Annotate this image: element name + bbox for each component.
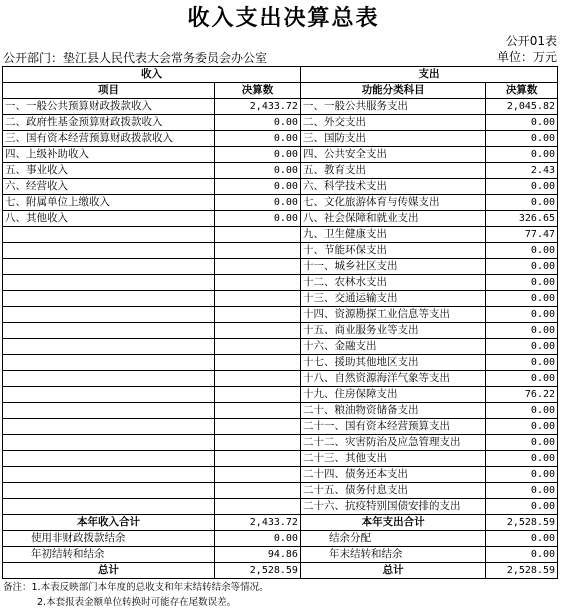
table-row <box>3 435 558 451</box>
table-row <box>3 227 558 243</box>
unit-label: 单位：万元 <box>496 50 557 64</box>
income-item-label: 五、事业收入 <box>3 163 215 179</box>
table-row <box>3 371 558 387</box>
income-item-label <box>3 387 215 403</box>
budget-summary-table <box>2 66 558 579</box>
income-item-value <box>214 291 300 307</box>
income-item-value: 0.00 <box>214 211 300 227</box>
table-row <box>3 259 558 275</box>
summary-row-non-fiscal <box>3 531 558 547</box>
income-item-value <box>214 275 300 291</box>
table-row <box>3 195 558 211</box>
income-item-label <box>3 339 215 355</box>
grand-total-label: 总计 <box>3 563 215 579</box>
expense-item-label: 十九、住房保障支出 <box>300 387 485 403</box>
amount-column-header-2: 决算数 <box>486 83 558 99</box>
expense-item-value: 0.00 <box>486 355 558 371</box>
table-row <box>3 243 558 259</box>
income-item-label <box>3 403 215 419</box>
non-fiscal-value: 0.00 <box>214 531 300 547</box>
income-item-value: 0.00 <box>214 179 300 195</box>
expense-item-label: 二十二、灾害防治及应急管理支出 <box>300 435 485 451</box>
expense-item-label: 十三、交通运输支出 <box>300 291 485 307</box>
expense-item-value: 0.00 <box>486 259 558 275</box>
income-item-label <box>3 307 215 323</box>
expense-total-value: 2,528.59 <box>486 515 558 531</box>
table-row <box>3 147 558 163</box>
table-row <box>3 323 558 339</box>
table-row <box>3 163 558 179</box>
expense-item-value: 0.00 <box>486 339 558 355</box>
notes <box>3 580 269 610</box>
note-line-2: 2.本套报表金额单位转换时可能存在尾数误差。 <box>37 597 237 608</box>
income-item-value <box>214 355 300 371</box>
expense-item-label: 九、卫生健康支出 <box>300 227 485 243</box>
grand-total-expense: 2,528.59 <box>486 563 558 579</box>
income-item-value <box>214 387 300 403</box>
income-item-label: 八、其他收入 <box>3 211 215 227</box>
income-item-label <box>3 275 215 291</box>
expense-item-label: 二十一、国有资本经营预算支出 <box>300 419 485 435</box>
note-line-1: 备注：1.本表反映部门本年度的总收支和年末结转结余等情况。 <box>3 582 269 593</box>
expense-item-label: 十二、农林水支出 <box>300 275 485 291</box>
income-item-label <box>3 371 215 387</box>
income-item-value: 2,433.72 <box>214 99 300 115</box>
expense-item-label: 十四、资源勘探工业信息等支出 <box>300 307 485 323</box>
expense-item-label: 二十五、债务付息支出 <box>300 483 485 499</box>
income-item-label: 七、附属单位上缴收入 <box>3 195 215 211</box>
income-item-label <box>3 243 215 259</box>
expense-item-label: 十、节能环保支出 <box>300 243 485 259</box>
table-row <box>3 403 558 419</box>
summary-row-grand-total <box>3 563 558 579</box>
table-row <box>3 355 558 371</box>
begin-balance-value: 94.86 <box>214 547 300 563</box>
expense-item-value: 0.00 <box>486 179 558 195</box>
table-row <box>3 275 558 291</box>
income-item-label <box>3 355 215 371</box>
income-item-label: 四、上级补助收入 <box>3 147 215 163</box>
expense-item-label: 二、外交支出 <box>300 115 485 131</box>
income-item-label <box>3 483 215 499</box>
income-item-value <box>214 227 300 243</box>
income-item-value: 0.00 <box>214 115 300 131</box>
expense-item-value: 0.00 <box>486 499 558 515</box>
expense-item-value: 0.00 <box>486 307 558 323</box>
expense-item-value: 0.00 <box>486 419 558 435</box>
column-header-row <box>3 83 558 99</box>
income-item-value <box>214 307 300 323</box>
table-row <box>3 115 558 131</box>
income-item-label <box>3 499 215 515</box>
table-row <box>3 211 558 227</box>
income-item-value <box>214 483 300 499</box>
expense-item-value: 0.00 <box>486 467 558 483</box>
income-item-value <box>214 419 300 435</box>
non-fiscal-label: 使用非财政拨款结余 <box>3 531 215 547</box>
item-column-header: 项目 <box>3 83 215 99</box>
income-item-label <box>3 323 215 339</box>
table-row <box>3 291 558 307</box>
amount-column-header: 决算数 <box>214 83 300 99</box>
page-title: 收入支出决算总表 <box>187 6 380 31</box>
expense-item-label: 六、科学技术支出 <box>300 179 485 195</box>
summary-row-balance <box>3 547 558 563</box>
expense-item-value: 2.43 <box>486 163 558 179</box>
expense-item-value: 0.00 <box>486 323 558 339</box>
grand-total-label-2: 总计 <box>300 563 485 579</box>
table-row <box>3 179 558 195</box>
income-item-label: 三、国有资本经营预算财政拨款收入 <box>3 131 215 147</box>
income-item-value <box>214 403 300 419</box>
expense-item-label: 五、教育支出 <box>300 163 485 179</box>
expense-item-value: 0.00 <box>486 371 558 387</box>
income-item-value: 0.00 <box>214 195 300 211</box>
income-item-label <box>3 419 215 435</box>
income-item-value <box>214 499 300 515</box>
expense-item-label: 二十四、债务还本支出 <box>300 467 485 483</box>
summary-row-totals <box>3 515 558 531</box>
table-row <box>3 387 558 403</box>
expense-item-label: 十八、自然资源海洋气象等支出 <box>300 371 485 387</box>
expense-item-value: 76.22 <box>486 387 558 403</box>
table-row <box>3 131 558 147</box>
expense-item-label: 七、文化旅游体育与传媒支出 <box>300 195 485 211</box>
department-label: 公开部门：垫江县人民代表大会常务委员会办公室 <box>3 51 268 65</box>
income-item-value <box>214 435 300 451</box>
expense-item-value: 0.00 <box>486 291 558 307</box>
income-item-value <box>214 451 300 467</box>
income-item-label: 二、政府性基金预算财政拨款收入 <box>3 115 215 131</box>
income-item-label <box>3 435 215 451</box>
table-row <box>3 483 558 499</box>
expense-item-value: 0.00 <box>486 131 558 147</box>
expense-item-label: 二十三、其他支出 <box>300 451 485 467</box>
expense-item-label: 十六、金融支出 <box>300 339 485 355</box>
distribution-value: 0.00 <box>486 531 558 547</box>
expense-item-value: 2,045.82 <box>486 99 558 115</box>
table-row <box>3 419 558 435</box>
expense-item-label: 十五、商业服务业等支出 <box>300 323 485 339</box>
expense-item-value: 77.47 <box>486 227 558 243</box>
income-total-value: 2,433.72 <box>214 515 300 531</box>
function-item-column-header: 功能分类科目 <box>300 83 485 99</box>
income-item-label <box>3 291 215 307</box>
income-item-value: 0.00 <box>214 147 300 163</box>
expense-item-value: 0.00 <box>486 195 558 211</box>
expense-item-label: 一、一般公共服务支出 <box>300 99 485 115</box>
expense-item-value: 0.00 <box>486 403 558 419</box>
expense-total-label: 本年支出合计 <box>300 515 485 531</box>
expense-item-label: 八、社会保障和就业支出 <box>300 211 485 227</box>
income-item-label: 六、经营收入 <box>3 179 215 195</box>
expense-item-label: 十一、城乡社区支出 <box>300 259 485 275</box>
income-item-label <box>3 227 215 243</box>
income-item-label <box>3 259 215 275</box>
income-item-label: 一、一般公共预算财政拨款收入 <box>3 99 215 115</box>
expense-item-value: 0.00 <box>486 243 558 259</box>
expense-section-header: 支出 <box>300 67 557 83</box>
expense-item-value: 0.00 <box>486 435 558 451</box>
table-row <box>3 99 558 115</box>
end-balance-value: 0.00 <box>486 547 558 563</box>
expense-item-value: 326.65 <box>486 211 558 227</box>
expense-item-label: 二十、粮油物资储备支出 <box>300 403 485 419</box>
distribution-label: 结余分配 <box>300 531 485 547</box>
income-item-value <box>214 243 300 259</box>
expense-item-label: 二十六、抗疫特别国债安排的支出 <box>300 499 485 515</box>
expense-item-value: 0.00 <box>486 451 558 467</box>
begin-balance-label: 年初结转和结余 <box>3 547 215 563</box>
grand-total-income: 2,528.59 <box>214 563 300 579</box>
income-item-value <box>214 467 300 483</box>
table-row <box>3 339 558 355</box>
expense-item-value: 0.00 <box>486 147 558 163</box>
expense-item-label: 十七、援助其他地区支出 <box>300 355 485 371</box>
income-item-value <box>214 371 300 387</box>
income-item-value: 0.00 <box>214 131 300 147</box>
expense-item-label: 四、公共安全支出 <box>300 147 485 163</box>
income-item-value: 0.00 <box>214 163 300 179</box>
expense-item-value: 0.00 <box>486 115 558 131</box>
expense-item-value: 0.00 <box>486 275 558 291</box>
expense-item-value: 0.00 <box>486 483 558 499</box>
table-row <box>3 451 558 467</box>
income-item-label <box>3 467 215 483</box>
income-item-value <box>214 259 300 275</box>
end-balance-label: 年末结转和结余 <box>300 547 485 563</box>
income-item-value <box>214 323 300 339</box>
table-row <box>3 307 558 323</box>
income-section-header: 收入 <box>3 67 301 83</box>
section-header-row <box>3 67 558 83</box>
table-row <box>3 499 558 515</box>
expense-item-label: 三、国防支出 <box>300 131 485 147</box>
income-item-label <box>3 451 215 467</box>
income-total-label: 本年收入合计 <box>3 515 215 531</box>
table-number: 公开01表 <box>505 34 557 48</box>
table-row <box>3 467 558 483</box>
income-item-value <box>214 339 300 355</box>
